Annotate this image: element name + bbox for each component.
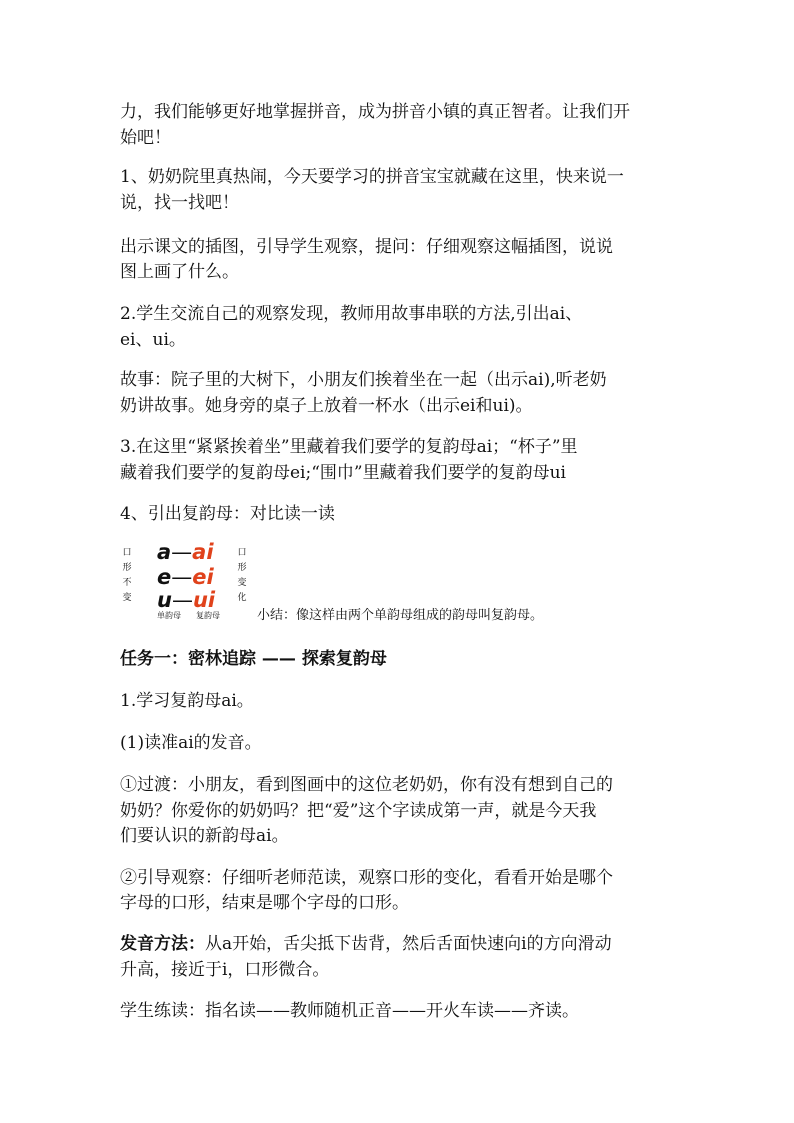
left-label-char: 形 — [122, 563, 132, 573]
step3-line-1: 3.在这里“紧紧挨着坐”里藏着我们要学的复韵母ai；“杯子”里 — [120, 437, 578, 457]
compound-vowel: ui — [192, 588, 216, 612]
right-label-char: 化 — [237, 593, 247, 603]
story-line-2: 奶讲故事。她身旁的桌子上放着一杯水（出示ei和ui)。 — [120, 396, 533, 416]
vowel-pair-e-ei — [157, 565, 214, 589]
pair-dash: — — [171, 540, 193, 564]
vowel-pair-a-ai — [157, 540, 214, 564]
step4-line: 4、引出复韵母：对比读一读 — [120, 504, 335, 524]
illustration-line-1: 出示课文的插图，引导学生观察，提问：仔细观察这幅插图，说说 — [120, 237, 613, 257]
compound-vowel-caption: 复韵母 — [196, 611, 220, 620]
story-line-1: 故事：院子里的大树下，小朋友们挨着坐在一起（出示ai),听老奶 — [120, 370, 607, 390]
compound-vowel: ai — [192, 540, 214, 564]
single-vowel: u — [157, 588, 172, 612]
left-label-char: 口 — [122, 548, 132, 558]
right-label-char: 形 — [237, 563, 247, 573]
transition-line-2: 奶奶？你爱你的奶奶吗？把“爱”这个字读成第一声，就是今天我 — [120, 801, 597, 821]
method-label: 发音方法： — [120, 934, 205, 954]
figure-summary: 小结：像这样由两个单韵母组成的韵母叫复韵母。 — [257, 608, 544, 623]
right-label-char: 口 — [237, 548, 247, 558]
pair-dash: — — [171, 588, 193, 612]
transition-line-1: ①过渡：小朋友，看到图画中的这位老奶奶，你有没有想到自己的 — [120, 775, 613, 795]
learn-ai: 1.学习复韵母ai。 — [120, 691, 254, 711]
illustration-line-2: 图上画了什么。 — [120, 262, 239, 282]
task1-heading: 任务一：密林追踪 —— 探索复韵母 — [120, 649, 387, 669]
single-vowel: e — [157, 565, 172, 589]
step1-line-2: 说，找一找吧！ — [120, 193, 239, 213]
practice-line: 学生练读：指名读——教师随机正音——开火车读——齐读。 — [120, 1001, 579, 1021]
method-line-2: 升高，接近于i，口形微合。 — [120, 960, 330, 980]
mouth-unchanged-label — [120, 546, 134, 606]
vowel-pair-u-ui — [157, 588, 215, 612]
read-ai: (1)读准ai的发音。 — [120, 733, 262, 753]
intro-line-2: 始吧！ — [120, 128, 171, 148]
step3-line-2: 藏着我们要学的复韵母ei;“围巾”里藏着我们要学的复韵母ui — [120, 463, 566, 483]
method-text: 从a开始，舌尖抵下齿背，然后舌面快速向i的方向滑动 — [205, 934, 612, 954]
right-label-char: 变 — [237, 578, 247, 588]
step2-line-1: 2.学生交流自己的观察发现，教师用故事串联的方法,引出ai、 — [120, 304, 583, 324]
transition-line-3: 们要认识的新韵母ai。 — [120, 826, 289, 846]
guide-line-2: 字母的口形，结束是哪个字母的口形。 — [120, 893, 409, 913]
intro-line-1: 力，我们能够更好地掌握拼音，成为拼音小镇的真正智者。让我们开 — [120, 102, 630, 122]
compound-vowel-figure — [120, 538, 600, 628]
left-label-char: 变 — [122, 593, 132, 603]
method-line-1 — [120, 930, 612, 958]
mouth-changed-label — [235, 546, 249, 606]
step1-line-1: 1、奶奶院里真热闹，今天要学习的拼音宝宝就藏在这里，快来说一 — [120, 167, 624, 187]
step2-line-2: ei、ui。 — [120, 330, 186, 350]
guide-line-1: ②引导观察：仔细听老师范读，观察口形的变化，看看开始是哪个 — [120, 868, 613, 888]
single-vowel-caption: 单韵母 — [157, 611, 181, 620]
pair-dash: — — [171, 565, 193, 589]
single-vowel: a — [157, 540, 172, 564]
compound-vowel: ei — [192, 565, 214, 589]
left-label-char: 不 — [122, 578, 132, 588]
